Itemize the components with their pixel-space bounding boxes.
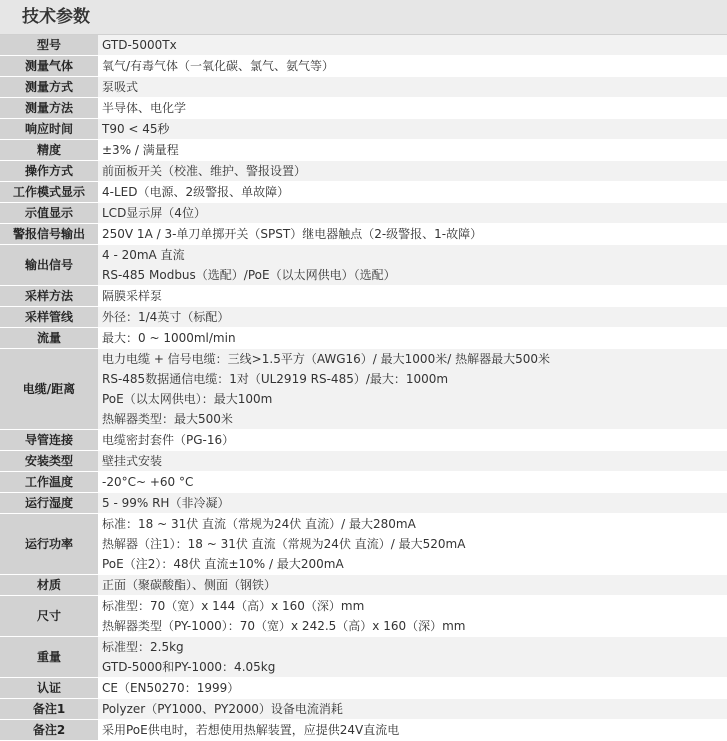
row-label: 工作模式显示 [0,182,98,203]
table-row [0,140,727,161]
row-label: 测量方式 [0,77,98,98]
table-row [0,182,727,203]
row-label: 示值显示 [0,203,98,224]
row-label: 采样管线 [0,307,98,328]
value-line: 外径：1/4英寸（标配） [102,310,230,324]
row-label: 尺寸 [0,596,98,637]
row-label: 型号 [0,35,98,56]
table-row [0,224,727,245]
value-line: 采用PoE供电时，若想使用热解装置，应提供24V直流电 [102,723,400,737]
row-label: 备注2 [0,720,98,741]
row-value [98,307,727,328]
table-row [0,472,727,493]
value-line: CE（EN50270：1999） [102,681,240,695]
table-row [0,678,727,699]
row-label: 测量方法 [0,98,98,119]
row-value [98,328,727,349]
value-line: 半导体、电化学 [102,101,187,115]
row-label: 重量 [0,637,98,678]
row-value [98,286,727,307]
value-line: 隔膜采样泵 [102,289,163,303]
value-line: 氧气/有毒气体（一氧化碳、氯气、氨气等） [102,59,335,73]
row-value [98,119,727,140]
row-value [98,451,727,472]
value-line: RS-485 Modbus（选配）/PoE（以太网供电）（选配） [102,268,396,282]
table-row [0,328,727,349]
row-value [98,349,727,430]
row-label: 材质 [0,575,98,596]
row-value [98,77,727,98]
row-label: 操作方式 [0,161,98,182]
row-value [98,472,727,493]
row-value [98,678,727,699]
value-line: 5 - 99% RH（非冷凝） [102,496,230,510]
table-row [0,720,727,741]
table-row [0,77,727,98]
table-row [0,451,727,472]
value-line: PoE（以太网供电）：最大100m [102,392,273,406]
table-row [0,245,727,286]
row-value [98,203,727,224]
value-line: 250V 1A / 3-单刀单掷开关（SPST）继电器触点（2-级警报、1-故障） [102,227,483,241]
table-row [0,203,727,224]
row-value [98,98,727,119]
row-value [98,35,727,56]
spec-table-body [0,35,727,741]
table-row [0,575,727,596]
table-row [0,349,727,430]
table-row [0,514,727,575]
row-label: 工作温度 [0,472,98,493]
row-value [98,720,727,741]
row-label: 流量 [0,328,98,349]
value-line: 热解器类型：最大500米 [102,412,233,426]
value-line: 标准：18 ~ 31伏 直流（常规为24伏 直流）/ 最大280mA [102,517,416,531]
table-row [0,596,727,637]
table-row [0,493,727,514]
table-row [0,56,727,77]
row-label: 安装类型 [0,451,98,472]
value-line: 前面板开关（校准、维护、警报设置） [102,164,307,178]
row-label: 精度 [0,140,98,161]
row-value [98,430,727,451]
table-row [0,430,727,451]
value-line: 热解器类型（PY-1000）：70（宽）x 242.5（高）x 160（深）mm [102,619,466,633]
section-title: 技术参数 [0,0,727,35]
row-label: 运行功率 [0,514,98,575]
table-row [0,119,727,140]
row-value [98,224,727,245]
value-line: 泵吸式 [102,80,139,94]
value-line: PoE（注2）：48伏 直流±10% / 最大200mA [102,557,344,571]
row-value [98,596,727,637]
value-line: -20°C~ +60 °C [102,475,194,489]
value-line: 最大：0 ~ 1000ml/min [102,331,236,345]
value-line: 电力电缆 + 信号电缆：三线>1.5平方（AWG16）/ 最大1000米/ 热解器最大500米 [102,352,550,366]
table-row [0,286,727,307]
value-line: 4-LED（电源、2级警报、单故障） [102,185,290,199]
row-label: 运行湿度 [0,493,98,514]
row-value [98,140,727,161]
table-row [0,98,727,119]
row-label: 备注1 [0,699,98,720]
table-row [0,699,727,720]
row-label: 导管连接 [0,430,98,451]
value-line: 标准型：2.5kg [102,640,184,654]
value-line: LCD显示屏（4位） [102,206,206,220]
value-line: ±3% / 满量程 [102,143,179,157]
value-line: T90 < 45秒 [102,122,170,136]
row-value [98,245,727,286]
table-row [0,637,727,678]
row-label: 认证 [0,678,98,699]
row-value [98,56,727,77]
value-line: 正面（聚碳酸酯）、侧面（钢铁） [102,578,277,592]
value-line: 4 - 20mA 直流 [102,248,185,262]
row-value [98,575,727,596]
row-value [98,493,727,514]
value-line: 电缆密封套件（PG-16） [102,433,235,447]
value-line: GTD-5000Tx [102,38,177,52]
row-label: 电缆/距离 [0,349,98,430]
row-value [98,699,727,720]
value-line: RS-485数据通信电缆：1对（UL2919 RS-485）/最大：1000m [102,372,449,386]
value-line: 热解器（注1）：18 ~ 31伏 直流（常规为24伏 直流）/ 最大520mA [102,537,466,551]
value-line: 壁挂式安装 [102,454,163,468]
table-row [0,35,727,56]
row-value [98,514,727,575]
table-row [0,161,727,182]
row-label: 响应时间 [0,119,98,140]
row-label: 警报信号输出 [0,224,98,245]
row-label: 采样方法 [0,286,98,307]
spec-table [0,35,727,741]
row-value [98,637,727,678]
row-label: 测量气体 [0,56,98,77]
value-line: GTD-5000和PY-1000：4.05kg [102,660,276,674]
row-value [98,182,727,203]
value-line: 标准型：70（宽）x 144（高）x 160（深）mm [102,599,365,613]
row-label: 输出信号 [0,245,98,286]
table-row [0,307,727,328]
value-line: Polyzer（PY1000、PY2000）设备电流消耗 [102,702,343,716]
row-value [98,161,727,182]
